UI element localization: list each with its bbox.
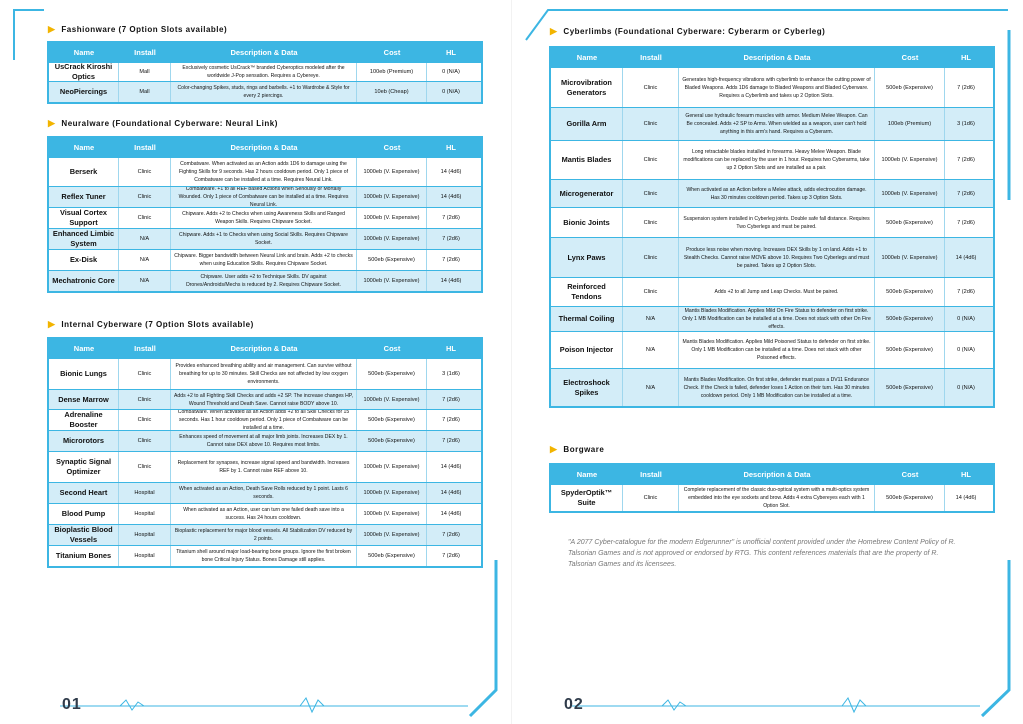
table-row xyxy=(551,306,993,331)
cell-name: Reflex Tuner xyxy=(49,187,119,207)
table-row xyxy=(49,524,481,545)
page-right xyxy=(512,0,1023,724)
cell-install: N/A xyxy=(623,332,679,368)
cell-desc: Combatware. When activated as an Action adds +2 to all Skill Checks for 15 seconds. Has 1 hour cooldown period. Only 1 piece of Combatware can be installed at a time. xyxy=(171,410,357,430)
cell-name: SpyderOptik™ Suite xyxy=(551,485,623,511)
cell-desc: Replacement for synapses, increase signal speed and bandwidth. Increases REF by 1. Cannot raise REF above 10. xyxy=(171,452,357,482)
cell-name: Mantis Blades xyxy=(551,141,623,179)
cell-hl: 7 (2d6) xyxy=(442,532,460,538)
cell-name: Microvibration Generators xyxy=(551,68,623,107)
cell-hl: 0 (N/A) xyxy=(442,69,460,75)
table-row xyxy=(551,107,993,140)
cell-desc: Complete replacement of the classic duo-optical system with a multi-optics system embedded into the eye sockets and brow. Adds 4 extra Cybereyes each with 1 Option Slot. xyxy=(679,485,875,511)
cell-name: Visual Cortex Support xyxy=(49,208,119,228)
cell-desc: Exclusively cosmetic UsCrack™ branded Cyberoptics modeled after the worldwide J-Pop sensation. Requires a Cybereye. xyxy=(171,63,357,81)
cell-desc: Chipware. User adds +2 to Technique Skills. DV against Drones/Androids/Mechs is reduced by 2. Requires Chipware Socket. xyxy=(171,271,357,291)
column-header-desc: Description & Data xyxy=(230,48,298,57)
cell-cost: 500eb (Expensive) xyxy=(875,208,945,237)
column-header-name: Name xyxy=(576,53,598,62)
triangle-bullet-icon: ▶ xyxy=(550,26,558,36)
cell-install: Clinic xyxy=(623,180,679,207)
page-number: 01 xyxy=(62,696,82,713)
table-internal-cyberware xyxy=(47,337,483,568)
column-header-cost: Cost xyxy=(383,344,401,353)
column-header-install: Install xyxy=(134,143,156,152)
cell-name: Gorilla Arm xyxy=(551,108,623,140)
cell-cost: 100eb (Premium) xyxy=(875,108,945,140)
cell-hl: 3 (1d6) xyxy=(957,121,975,127)
table-header-row xyxy=(551,465,993,484)
cell-hl: 0 (N/A) xyxy=(957,347,975,353)
cell-name: Berserk xyxy=(49,158,119,186)
cell-hl: 14 (4d6) xyxy=(440,278,462,284)
column-header-cost: Cost xyxy=(901,470,919,479)
cell-cost: 500eb (Expensive) xyxy=(875,278,945,306)
column-header-cost: Cost xyxy=(383,143,401,152)
cell-install: N/A xyxy=(623,369,679,406)
cell-desc: When activated as an Action, Death Save Rolls reduced by 1 point. Lasts 6 seconds. xyxy=(171,483,357,503)
cell-cost: 1000eb (V. Expensive) xyxy=(357,452,427,482)
cell-install: Clinic xyxy=(623,108,679,140)
cell-install: Hospital xyxy=(119,546,171,566)
cell-cost: 500eb (Expensive) xyxy=(875,369,945,406)
section-heading-internal-cyberware: ▶ Internal Cyberware (7 Option Slots available) xyxy=(48,319,254,329)
table-row xyxy=(49,451,481,482)
cell-hl: 0 (N/A) xyxy=(442,89,460,95)
table-row xyxy=(49,358,481,389)
cell-hl: 7 (2d6) xyxy=(442,396,460,403)
table-row xyxy=(551,140,993,179)
cell-install: Clinic xyxy=(119,208,171,228)
cell-hl: 7 (2d6) xyxy=(957,84,975,91)
section-heading-borgware: ▶ Borgware xyxy=(550,444,605,454)
column-header-hl: HL xyxy=(961,470,971,479)
cell-install: Clinic xyxy=(119,431,171,451)
cell-desc: Combatware. When activated as an Action adds 1D6 to damage using the Fighting Skills for 9 seconds. Has 2 hours cooldown period. Only 1 piece of Combatware can be installed at a time. Requires Neural Link. xyxy=(171,158,357,186)
cell-cost: 1000eb (V. Expensive) xyxy=(357,158,427,186)
cell-cost: 1000eb (V. Expensive) xyxy=(357,504,427,524)
cell-install: Clinic xyxy=(119,410,171,430)
cell-cost: 10eb (Cheap) xyxy=(357,82,427,102)
cell-desc: Chipware. Adds +2 to Checks when using Awareness Skills and Ranged Weapon Skills. Requires Chipware Socket. xyxy=(171,208,357,228)
column-header-cost: Cost xyxy=(901,53,919,62)
table-row xyxy=(551,484,993,511)
column-header-cost: Cost xyxy=(383,48,401,57)
cell-hl: 14 (4d6) xyxy=(440,490,462,496)
cell-cost: 500eb (Expensive) xyxy=(357,431,427,451)
cell-desc: Adds +2 to all Fighting Skill Checks and adds +2 SP. The increase changes HP, Wound Threshold and Death Save. Cannot raise BODY above 10. xyxy=(171,390,357,409)
cell-name: Thermal Coiling xyxy=(551,307,623,331)
cell-name: Synaptic Signal Optimizer xyxy=(49,452,119,482)
column-header-install: Install xyxy=(134,344,156,353)
cell-hl: 7 (2d6) xyxy=(957,190,975,197)
cell-install: N/A xyxy=(119,271,171,291)
cell-name: Dense Marrow xyxy=(49,390,119,409)
cell-cost: 500eb (Expensive) xyxy=(875,307,945,331)
table-header-row xyxy=(49,339,481,358)
cell-desc: Enhances speed of movement at all major limb joints. Increases DEX by 1. Cannot raise DEX above 10. Requires most limbs. xyxy=(171,431,357,451)
cell-cost: 1000eb (V. Expensive) xyxy=(875,238,945,277)
cell-cost: 1000eb (V. Expensive) xyxy=(357,525,427,545)
cell-hl: 0 (N/A) xyxy=(957,316,975,322)
section-heading-fashionware: ▶ Fashionware (7 Option Slots available) xyxy=(48,24,228,34)
triangle-bullet-icon: ▶ xyxy=(48,24,56,34)
cell-hl: 3 (1d6) xyxy=(442,371,460,377)
cell-desc: Mantis Blades Modification. On first strike, defender must pass a DV11 Endurance Check. If the Check is failed, defender loses 1 Action on their turn. Has 30 minutes cooldown period. Only 1 MB Modification can be installed at a time. xyxy=(679,369,875,406)
table-row xyxy=(49,249,481,270)
table-header-row xyxy=(49,43,481,62)
cell-name: Bionic Lungs xyxy=(49,359,119,389)
cell-cost: 1000eb (V. Expensive) xyxy=(357,483,427,503)
cell-cost: 500eb (Expensive) xyxy=(357,359,427,389)
disclaimer-text: "A 2077 Cyber-catalogue for the modern Edgerunner" is unofficial content provided under the Homebrew Content Policy of R. Talsorian Games and is not approved or endorsed by RTG. This content references materials that are the property of R. Talsorian Games and its licensees. xyxy=(568,539,956,568)
table-cyberlimbs xyxy=(549,46,995,408)
column-header-hl: HL xyxy=(446,48,456,57)
column-header-hl: HL xyxy=(961,53,971,62)
cell-desc: Mantis Blades Modification. Applies Mild Poisoned Status to defender on first strike. Only 1 MB Modification can be installed at a time. Does not stack with other Poisoned effects. xyxy=(679,332,875,368)
table-row xyxy=(551,179,993,207)
table-row xyxy=(49,62,481,81)
cell-name: Adrenaline Booster xyxy=(49,410,119,430)
cell-desc: Chipware. Adds +1 to Checks when using Social Skills. Requires Chipware Socket. xyxy=(171,229,357,249)
cell-desc: Color-changing Spikes, studs, rings and barbells. +1 to Wardrobe & Style for every 2 piercings. xyxy=(171,82,357,102)
page-left xyxy=(0,0,511,724)
cell-name: Enhanced Limbic System xyxy=(49,229,119,249)
cell-name: Lynx Paws xyxy=(551,238,623,277)
column-header-install: Install xyxy=(640,470,662,479)
column-header-name: Name xyxy=(73,143,95,152)
cell-cost: 1000eb (V. Expensive) xyxy=(357,271,427,291)
cell-hl: 14 (4d6) xyxy=(440,169,462,175)
table-row xyxy=(49,186,481,207)
cell-hl: 14 (4d6) xyxy=(440,194,462,200)
cell-name: UsCrack Kiroshi Optics xyxy=(49,63,119,81)
cell-desc: Long retractable blades installed in forearms. Heavy Melee Weapon. Blade modifications can be replaced by the user in 1 hour. Requires two Cyberarms, take up 2 Option Slots and are installed as a pair. xyxy=(679,141,875,179)
cell-desc: Titanium shell around major load-bearing bone groups. Ignore the first broken bone Critical Injury Status. Bones Damage still applies. xyxy=(171,546,357,566)
table-header-row xyxy=(49,138,481,157)
column-header-install: Install xyxy=(134,48,156,57)
cell-desc: Mantis Blades Modification. Applies Mild On Fire Status to defender on first strike. Only 1 MB Modification can be installed at a time. Does not stack with other On Fire effects. xyxy=(679,307,875,331)
cell-hl: 7 (2d6) xyxy=(957,157,975,163)
cell-name: Electroshock Spikes xyxy=(551,369,623,406)
column-header-desc: Description & Data xyxy=(230,344,298,353)
cell-cost: 1000eb (V. Expensive) xyxy=(357,208,427,228)
cell-name: Second Heart xyxy=(49,483,119,503)
cell-hl: 7 (2d6) xyxy=(442,553,460,559)
table-row xyxy=(49,228,481,249)
cell-desc: Generates high-frequency vibrations with cyberlimb to enhance the cutting power of Bladed Weapons. Adds 1D6 damage to Bladed Weapons and Bladed Cyberware. Requires a Cyberlimb and takes up 2 Option Slots. xyxy=(679,68,875,107)
cell-install: N/A xyxy=(623,307,679,331)
cell-desc: Combatware. +1 to all REF based Actions when Seriously or Mortally Wounded. Only 1 piece of Combatware can be installed at a time. Requires Neural Link. xyxy=(171,187,357,207)
section-heading-cyberlimbs: ▶ Cyberlimbs (Foundational Cyberware: Cyberarm or Cyberleg) xyxy=(550,26,826,36)
cell-desc: Provides enhanced breathing ability and air management. Can survive without breathing for up to 30 minutes. Skill Checks are not affected by low oxygen environments. xyxy=(171,359,357,389)
page-number: 02 xyxy=(564,696,584,713)
cell-name: Poison Injector xyxy=(551,332,623,368)
cell-name: Microgenerator xyxy=(551,180,623,207)
column-header-install: Install xyxy=(640,53,662,62)
cell-hl: 7 (2d6) xyxy=(957,289,975,295)
cell-install: Clinic xyxy=(119,158,171,186)
table-header-row xyxy=(551,48,993,67)
cell-cost: 1000eb (V. Expensive) xyxy=(875,180,945,207)
cell-cost: 1000eb (V. Expensive) xyxy=(357,187,427,207)
cell-cost: 500eb (Expensive) xyxy=(875,332,945,368)
section-heading-neuralware: ▶ Neuralware (Foundational Cyberware: Neural Link) xyxy=(48,118,278,128)
cell-hl: 14 (4d6) xyxy=(955,495,977,501)
cell-install: Clinic xyxy=(119,187,171,207)
cell-hl: 14 (4d6) xyxy=(440,511,462,517)
cell-cost: 500eb (Expensive) xyxy=(875,68,945,107)
table-borgware xyxy=(549,463,995,513)
table-row xyxy=(49,389,481,409)
cell-install: N/A xyxy=(119,229,171,249)
table-row xyxy=(49,207,481,228)
table-row xyxy=(49,482,481,503)
cell-name: Reinforced Tendons xyxy=(551,278,623,306)
column-header-name: Name xyxy=(73,48,95,57)
cell-desc: Adds +2 to all Jump and Leap Checks. Must be paired. xyxy=(679,278,875,306)
table-row xyxy=(49,430,481,451)
cell-install: Clinic xyxy=(623,141,679,179)
table-row xyxy=(49,270,481,291)
cell-desc: Chipware. Bigger bandwidth between Neural Link and brain. Adds +2 to checks when using Education Skills. Requires Chipware Socket. xyxy=(171,250,357,270)
cell-desc: Suspension system installed in Cyberleg joints. Double safe fall distance. Requires Two Cyberlegs and must be paired. xyxy=(679,208,875,237)
cell-cost: 500eb (Expensive) xyxy=(357,250,427,270)
table-row xyxy=(551,277,993,306)
cell-name: Mechatronic Core xyxy=(49,271,119,291)
triangle-bullet-icon: ▶ xyxy=(550,444,558,454)
cell-name: Bioplastic Blood Vessels xyxy=(49,525,119,545)
cell-cost: 100eb (Premium) xyxy=(357,63,427,81)
cell-install: Mall xyxy=(119,63,171,81)
table-fashionware xyxy=(47,41,483,104)
table-row xyxy=(551,67,993,107)
cell-install: N/A xyxy=(119,250,171,270)
cell-cost: 500eb (Expensive) xyxy=(357,546,427,566)
table-row xyxy=(49,409,481,430)
column-header-desc: Description & Data xyxy=(230,143,298,152)
cell-install: Clinic xyxy=(623,278,679,306)
column-header-name: Name xyxy=(73,344,95,353)
cell-hl: 7 (2d6) xyxy=(442,438,460,444)
cell-install: Clinic xyxy=(623,68,679,107)
cell-install: Clinic xyxy=(119,359,171,389)
cell-desc: General use hydraulic forearm muscles with armor. Medium Melee Weapon. Can Be concealed. Adds +2 SP to Arms. When wielded as a weapon, user can't hold anything in this arm's hand. Requires a Cyberarm. xyxy=(679,108,875,140)
cell-install: Hospital xyxy=(119,483,171,503)
cell-hl: 7 (2d6) xyxy=(442,215,460,221)
cell-cost: 1000eb (V. Expensive) xyxy=(875,141,945,179)
table-row xyxy=(551,237,993,277)
cell-name: Microrotors xyxy=(49,431,119,451)
table-row xyxy=(49,503,481,524)
cell-cost: 500eb (Expensive) xyxy=(875,485,945,511)
cell-name: Titanium Bones xyxy=(49,546,119,566)
cell-cost: 1000eb (V. Expensive) xyxy=(357,390,427,409)
cell-cost: 1000eb (V. Expensive) xyxy=(357,229,427,249)
cell-name: Ex-Disk xyxy=(49,250,119,270)
table-neuralware xyxy=(47,136,483,293)
cell-install: Hospital xyxy=(119,525,171,545)
cell-install: Clinic xyxy=(119,452,171,482)
column-header-hl: HL xyxy=(446,344,456,353)
cell-name: NeoPiercings xyxy=(49,82,119,102)
cell-desc: When activated as an Action before a Melee attack, adds electrocution damage. Has 30 minutes cooldown period. Takes up 3 Option Slots. xyxy=(679,180,875,207)
table-row xyxy=(49,157,481,186)
table-row xyxy=(551,207,993,237)
cell-hl: 0 (N/A) xyxy=(957,384,975,391)
cell-install: Clinic xyxy=(623,485,679,511)
cell-install: Hospital xyxy=(119,504,171,524)
cell-install: Clinic xyxy=(623,238,679,277)
cell-hl: 7 (2d6) xyxy=(442,257,460,263)
triangle-bullet-icon: ▶ xyxy=(48,319,56,329)
cell-hl: 7 (2d6) xyxy=(957,219,975,226)
cell-name: Bionic Joints xyxy=(551,208,623,237)
column-header-hl: HL xyxy=(446,143,456,152)
table-row xyxy=(49,545,481,566)
cell-desc: Produce less noise when moving. Increases DEX Skills by 1 on land. Adds +1 to Stealth Checks. Cannot raise MOVE above 10. Requires Two Cyberlegs and must be paired. Takes up 2 Option Slots. xyxy=(679,238,875,277)
cell-hl: 7 (2d6) xyxy=(442,236,460,242)
cell-install: Clinic xyxy=(119,390,171,409)
table-row xyxy=(551,368,993,406)
cell-name: Blood Pump xyxy=(49,504,119,524)
cell-cost: 500eb (Expensive) xyxy=(357,410,427,430)
cell-install: Mall xyxy=(119,82,171,102)
table-row xyxy=(551,331,993,368)
cell-hl: 14 (4d6) xyxy=(440,464,462,470)
cell-install: Clinic xyxy=(623,208,679,237)
cell-hl: 14 (4d6) xyxy=(955,254,977,261)
triangle-bullet-icon: ▶ xyxy=(48,118,56,128)
cell-desc: Bioplastic replacement for major blood vessels. All Stabilization DV reduced by 2 points. xyxy=(171,525,357,545)
column-header-desc: Description & Data xyxy=(743,470,811,479)
table-row xyxy=(49,81,481,102)
column-header-name: Name xyxy=(576,470,598,479)
cell-hl: 7 (2d6) xyxy=(442,417,460,423)
cell-desc: When activated as an Action, user can turn one failed death save into a success. Has 24 hours cooldown. xyxy=(171,504,357,524)
column-header-desc: Description & Data xyxy=(743,53,811,62)
